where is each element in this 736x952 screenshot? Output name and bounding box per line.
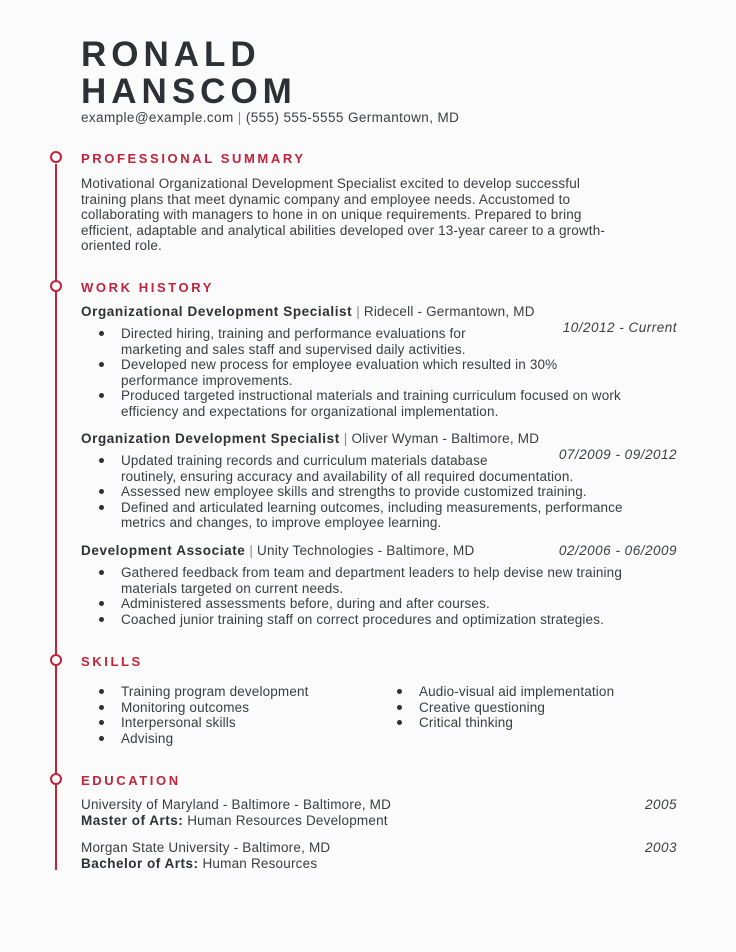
education-school: Morgan State University - Baltimore, MD [81, 840, 331, 855]
phone: (555) 555-5555 [245, 110, 344, 125]
job-bullets [121, 453, 691, 531]
list-item: Administered assessments before, during and after courses. [121, 596, 691, 612]
degree-name: Master of Arts [81, 813, 179, 828]
section-title-skills: SKILLS [81, 654, 143, 669]
last-name: HANSCOM [81, 72, 297, 111]
job-dates: 10/2012 - Current [562, 320, 677, 335]
skill-item: Monitoring outcomes [121, 700, 381, 716]
skill-item: Creative questioning [419, 700, 679, 716]
list-item: Assessed new employee skills and strengths to provide customized training. [121, 484, 691, 500]
job-title: Development Associate [81, 543, 246, 558]
summary-line: efficient, adaptable and analytical abilities developed over 13-year career to a growth- [81, 222, 606, 238]
education-degree: Bachelor of Arts: Human Resources [81, 856, 318, 871]
job-title: Organization Development Specialist [81, 431, 340, 446]
skills-list-left [121, 684, 381, 746]
job-bullets [121, 565, 691, 627]
summary-line: training plans that meet dynamic company and employee needs. Accustomed to [81, 191, 571, 207]
timeline-circle-icon [50, 280, 62, 292]
job-dates: 07/2009 - 09/2012 [558, 447, 677, 462]
timeline-circle-icon [50, 151, 62, 163]
degree-field: Human Resources Development [187, 813, 388, 828]
degree-name: Bachelor of Arts [81, 856, 194, 871]
section-title-education: EDUCATION [81, 773, 181, 788]
list-item: Coached junior training staff on correct procedures and optimization strategies. [121, 612, 691, 628]
skill-item: Advising [121, 731, 381, 747]
job-separator: | [356, 304, 360, 319]
list-item: Gathered feedback from team and department leaders to help devise new training materials targeted on current needs. [121, 565, 691, 596]
timeline-line [55, 164, 57, 870]
summary-text [81, 176, 681, 254]
degree-field: Human Resources [202, 856, 318, 871]
summary-line: Motivational Organizational Development Specialist excited to develop successful [81, 176, 581, 191]
list-item: Produced targeted instructional materials and training curriculum focused on work efficiency and expectations for organizational implementation. [121, 388, 691, 419]
list-item: Directed hiring, training and performance evaluations for marketing and sales staff and supervised daily activities. [121, 326, 691, 357]
skill-item: Interpersonal skills [121, 715, 381, 731]
skill-item: Audio-visual aid implementation [419, 684, 679, 700]
timeline-circle-icon [50, 654, 62, 666]
education-school: University of Maryland - Baltimore - Baltimore, MD [81, 797, 392, 812]
skill-item: Training program development [121, 684, 381, 700]
candidate-name [81, 36, 297, 110]
job-separator: | [249, 543, 254, 558]
summary-line: oriented role. [81, 238, 162, 253]
email: example@example.com [81, 110, 234, 125]
list-item: Updated training records and curriculum materials database routinely, ensuring accuracy and availability of all required documentation. [121, 453, 691, 484]
contact-line [81, 110, 459, 125]
summary-line: collaborating with managers to hone in on unique requirements. Prepared to bring [81, 207, 582, 222]
section-title-summary: PROFESSIONAL SUMMARY [81, 151, 306, 166]
education-year: 2003 [644, 840, 677, 855]
job-title: Organizational Development Specialist [81, 304, 353, 319]
job-heading [81, 431, 681, 446]
first-name: RONALD [81, 35, 261, 74]
job-company: Oliver Wyman - Baltimore, MD [351, 431, 540, 446]
job-bullets [121, 326, 691, 419]
job-dates: 02/2006 - 06/2009 [558, 543, 677, 558]
skill-item: Critical thinking [419, 715, 679, 731]
job-company: Ridecell - Germantown, MD [363, 304, 535, 319]
list-item: Developed new process for employee evaluation which resulted in 30% performance improvements. [121, 357, 691, 388]
job-company: Unity Technologies - Baltimore, MD [257, 543, 475, 558]
timeline-circle-icon [50, 773, 62, 785]
job-heading [81, 304, 681, 319]
skills-list-right [419, 684, 679, 731]
location: Germantown, MD [347, 110, 460, 125]
job-separator: | [343, 431, 348, 446]
section-title-work-history: WORK HISTORY [81, 280, 215, 295]
education-year: 2005 [644, 797, 677, 812]
education-degree: Master of Arts: Human Resources Development [81, 813, 388, 828]
contact-separator: | [237, 110, 242, 125]
list-item: Defined and articulated learning outcomes, including measurements, performance metrics and changes, to improve employee learning. [121, 500, 691, 531]
